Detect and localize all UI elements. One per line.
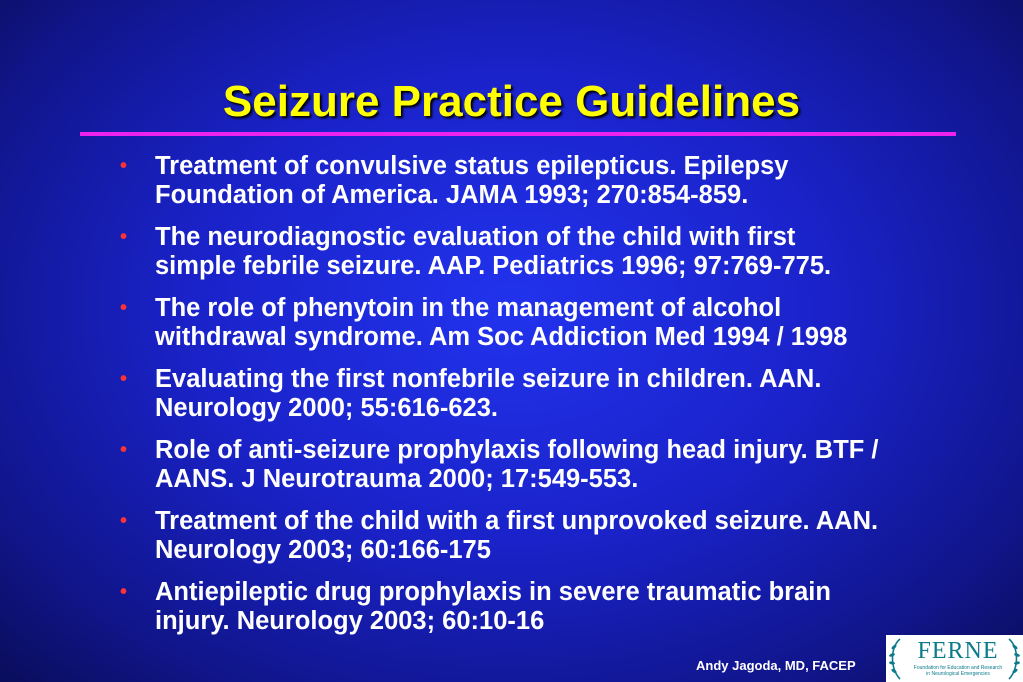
bullet-icon: • [120,439,128,461]
list-item [118,436,1018,494]
bullet-icon: • [120,368,128,390]
slide-title: Seizure Practice Guidelines [222,77,801,126]
title-divider [80,132,956,136]
bullet-text-line2: Neurology 2000; 55:616-623. [155,394,499,422]
logo-wordmark: FERNE [917,638,999,664]
bullet-text-line1: The role of phenytoin in the management of alcohol [155,294,782,322]
bullet-text-line1: Evaluating the first nonfebrile seizure in children. AAN. [155,365,822,393]
bullet-text-line1: The neurodiagnostic evaluation of the child with first [155,223,796,251]
bullet-text-line2: injury. Neurology 2003; 60:10-16 [155,607,545,635]
bullet-text-line2: Foundation of America. JAMA 1993; 270:854-859. [155,181,749,209]
bullet-text-line1: Treatment of convulsive status epilepticus. Epilepsy [155,152,789,180]
bullet-text-line2: withdrawal syndrome. Am Soc Addiction Med 1994 / 1998 [155,323,848,351]
bullet-icon: • [120,581,128,603]
bullet-text-line2: Neurology 2003; 60:166-175 [155,536,491,564]
bullet-text-line1: Antiepileptic drug prophylaxis in severe traumatic brain [155,578,831,606]
list-item [118,365,1018,423]
bullet-icon: • [120,155,128,177]
bullet-icon: • [120,297,128,319]
list-item [118,294,1018,352]
author-credit: Andy Jagoda, MD, FACEP [696,658,856,673]
list-item [118,152,1018,210]
list-item [118,223,1018,281]
logo-tagline-2: in Neurological Emergencies [926,671,990,677]
logo-tagline-1: Foundation for Education and Research [913,665,1003,671]
bullet-text-line2: simple febrile seizure. AAP. Pediatrics 1996; 97:769-775. [155,252,832,280]
bullet-list [118,152,1018,649]
bullet-text-line1: Role of anti-seizure prophylaxis following head injury. BTF / [155,436,879,464]
bullet-icon: • [120,510,128,532]
list-item [118,578,1018,636]
bullet-icon: • [120,226,128,248]
ferne-logo [886,635,1023,682]
bullet-text-line2: AANS. J Neurotrauma 2000; 17:549-553. [155,465,639,493]
list-item [118,507,1018,565]
bullet-text-line1: Treatment of the child with a first unprovoked seizure. AAN. [155,507,879,535]
